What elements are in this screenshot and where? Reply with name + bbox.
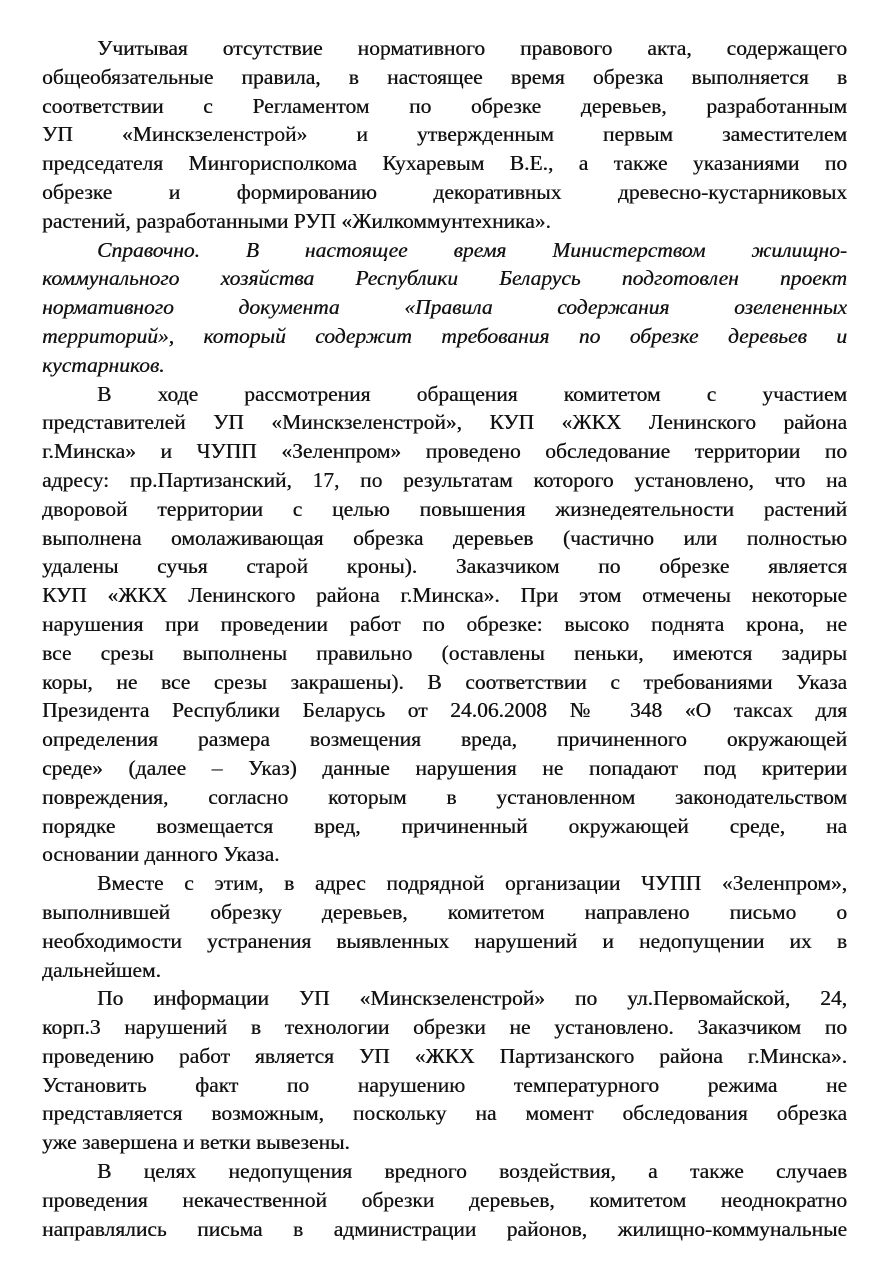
text-line: уже завершена и ветки вывезены. [42,1130,350,1155]
text-line: представляется возможным, поскольку на момент обследования обрезка [42,1101,847,1126]
text-line: направлялись письма в администрации районов, жилищно-коммунальные [42,1216,847,1241]
text-line: проведению работ является УП «ЖКХ Партизанского района г.Минска». [42,1043,847,1068]
paragraph-prevention-measures [42,1157,847,1243]
text-line: УП «Минскзеленстрой» и утвержденным первым заместителем [42,122,847,147]
text-line: коммунального хозяйства Республики Беларусь подготовлен проект [42,266,847,291]
text-line: повреждения, согласно которым в установленном законодательством [42,784,847,809]
text-line: КУП «ЖКХ Ленинского района г.Минска». При этом отмечены некоторые [42,583,847,608]
text-line: дворовой территории с целью повышения жизнедеятельности растений [42,496,847,521]
text-line: В ходе рассмотрения обращения комитетом с участием [97,381,847,406]
text-line: порядке возмещается вред, причиненный окружающей среде, на [42,813,847,838]
text-line: Вместе с этим, в адрес подрядной организации ЧУПП «Зеленпром», [97,871,847,896]
text-line: удалены сучья старой кроны). Заказчиком по обрезке является [42,554,847,579]
text-line: среде» (далее – Указ) данные нарушения не попадают под критерии [42,755,847,780]
text-line: По информации УП «Минскзеленстрой» по ул.Первомайской, 24, [97,986,847,1011]
text-line: общеобязательные правила, в настоящее время обрезка выполняется в [42,64,847,89]
text-line: Справочно. В настоящее время Министерством жилищно- [97,237,847,262]
paragraph-contractor-letter [42,869,847,984]
text-line: корп.3 нарушений в технологии обрезки не установлено. Заказчиком по [42,1015,847,1040]
text-line: г.Минска» и ЧУПП «Зеленпром» проведено обследование территории по [42,439,847,464]
text-line: Учитывая отсутствие нормативного правового акта, содержащего [97,36,847,60]
paragraph-inspection-results [42,380,847,870]
text-line: территорий», который содержит требования по обрезке деревьев и [42,323,847,348]
paragraph-reference-note [42,236,847,380]
text-line: нарушения при проведении работ по обрезке: высоко поднята крона, не [42,611,847,636]
text-line: дальнейшем. [42,957,161,982]
text-line: коры, не все срезы закрашены). В соответствии с требованиями Указа [42,669,847,694]
text-line: все срезы выполнены правильно (оставлены пеньки, имеются задиры [42,640,847,665]
text-line: выполнена омолаживающая обрезка деревьев (частично или полностью [42,525,847,550]
text-line: адресу: пр.Партизанский, 17, по результатам которого установлено, что на [42,467,847,492]
text-line: представителей УП «Минскзеленстрой», КУП «ЖКХ Ленинского района [42,410,847,435]
text-line: В целях недопущения вредного воздействия, а также случаев [97,1159,847,1184]
text-line: соответствии с Регламентом по обрезке деревьев, разработанным [42,93,847,118]
text-line: нормативного документа «Правила содержания озелененных [42,295,847,320]
text-line: проведения некачественной обрезки деревьев, комитетом неоднократно [42,1187,847,1212]
text-line: Установить факт по нарушению температурного режима не [42,1072,847,1097]
text-line: необходимости устранения выявленных нарушений и недопущении их в [42,928,847,953]
text-line: кустарников. [42,352,165,377]
text-line: определения размера возмещения вреда, причиненного окружающей [42,727,847,752]
text-line: основании данного Указа. [42,842,280,867]
text-line: обрезке и формированию декоративных древесно-кустарниковых [42,179,847,204]
text-line: Президента Республики Беларусь от 24.06.2008 № 348 «О таксах для [42,698,847,723]
text-line: председателя Мингорисполкома Кухаревым В.Е., а также указаниями по [42,151,847,176]
paragraph-regulation-basis [42,34,847,236]
text-line: растений, разработанными РУП «Жилкоммунтехника». [42,208,551,233]
text-line: выполнившей обрезку деревьев, комитетом направлено письмо о [42,899,847,924]
paragraph-pervomayskaya-info [42,984,847,1157]
